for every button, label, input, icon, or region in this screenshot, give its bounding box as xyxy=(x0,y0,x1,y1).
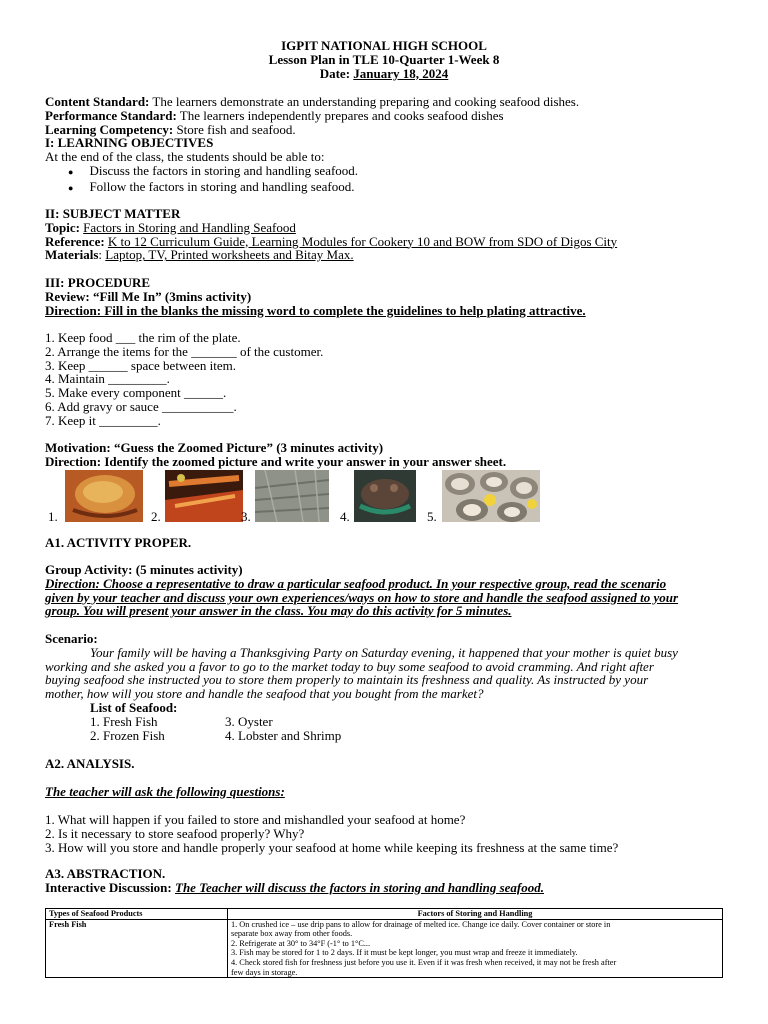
standards-section xyxy=(45,95,723,196)
performance-standard: Performance Standard: The learners independently prepares and cooks seafood dishes xyxy=(45,107,504,123)
group-activity-title: Group Activity: (5 minutes activity) xyxy=(45,562,243,577)
school-name: IGPIT NATIONAL HIGH SCHOOL xyxy=(281,38,487,53)
scenario-section xyxy=(45,632,723,742)
group-activity xyxy=(45,563,723,618)
motivation-section xyxy=(45,441,723,469)
analysis-section xyxy=(45,757,723,771)
objective-item: ● Discuss the factors in storing and handling seafood. xyxy=(68,162,359,178)
table-cell-factors: 1. On crushed ice – use drip pans to allow for drainage of melted ice. Change ice daily. Cover container or store in separate box away from other foods. 2. Refrigerate at 30° to 34°F (-1° to 1°C... 3. Fish may be stored for 1 to 2 days. If it must be kept longer, you must wrap and freeze it immediately. 4. Check stored fish for freshness just before you use it. Even if it was fresh when received, it may not be fresh after few days in storage. xyxy=(228,919,723,978)
date-value: January 18, 2024 xyxy=(353,65,449,81)
abstraction-section xyxy=(45,867,723,895)
analysis-intro-block xyxy=(45,785,723,799)
picture-number: 5. xyxy=(427,509,437,524)
activity-section xyxy=(45,536,723,550)
question-item: 1. What will happen if you failed to store and mishandled your seafood at home? xyxy=(45,812,466,827)
fish-dish-picture xyxy=(65,470,143,522)
topic-line: Topic: Factors in Storing and Handling Seafood xyxy=(45,219,296,235)
subject-heading: II: SUBJECT MATTER xyxy=(45,206,181,221)
list-item: 7. Keep it _________. xyxy=(45,412,161,428)
list-item: 4. Maintain _________. xyxy=(45,371,170,387)
question-item: 3. How will you store and handle properly your seafood at home while keeping its freshness at the same time? xyxy=(45,839,619,855)
date-line: Date: January 18, 2024 xyxy=(319,65,449,81)
objective-item: ● Follow the factors in storing and handling seafood. xyxy=(68,178,355,194)
analysis-heading: A2. ANALYSIS. xyxy=(45,756,135,771)
lesson-title: Lesson Plan in TLE 10-Quarter 1-Week 8 xyxy=(268,51,500,67)
table-cell-type: Fresh Fish xyxy=(46,919,228,978)
procedure-heading: III: PROCEDURE xyxy=(45,275,151,290)
document-header xyxy=(45,39,723,80)
review-title: Review: “Fill Me In” (3mins activity) xyxy=(45,288,252,304)
seafood-list-label: List of Seafood: xyxy=(90,699,178,715)
activity-direction-line: group. You will present your answer in the class. You may do this activity for 5 minutes. xyxy=(45,603,512,619)
activity-heading: A1. ACTIVITY PROPER. xyxy=(45,535,192,550)
list-item: 3. Keep ______ space between item. xyxy=(45,357,236,373)
fish-scale-picture xyxy=(255,470,329,522)
materials-line: Materials: Laptop, TV, Printed worksheets and Bitay Max. xyxy=(45,247,354,263)
fill-blank-list xyxy=(45,331,723,428)
activity-direction-line: given by your teacher and discuss your own experiences/ways on how to store and handle the seafood assigned to your xyxy=(45,589,679,605)
scenario-line: working and she asked you a favor to go to the market today to buy some seafood to avoid cramming. And right after xyxy=(45,658,654,674)
content-standard: Content Standard: The learners demonstrate an understanding preparing and cooking seafood dishes. xyxy=(45,94,580,109)
scenario-line: Your family will be having a Thanksgiving Party on Saturday evening, it happened that your mother is quiet busy xyxy=(90,644,678,660)
scenario-label: Scenario: xyxy=(45,631,98,646)
table-header-row xyxy=(46,909,723,920)
activity-direction-line: Direction: Choose a representative to draw a particular seafood product. In your respective group, read the scenario xyxy=(45,575,667,591)
crab-picture xyxy=(354,470,416,522)
picture-number: 3. xyxy=(241,509,251,524)
interactive-discussion: Interactive Discussion: The Teacher will discuss the factors in storing and handling seafood. xyxy=(45,879,544,895)
objectives-heading: I: LEARNING OBJECTIVES xyxy=(45,135,214,151)
grilled-fish-picture xyxy=(165,470,243,522)
table-header: Types of Seafood Products xyxy=(46,909,228,920)
picture-number: 2. xyxy=(151,509,161,524)
list-item: 6. Add gravy or sauce ___________. xyxy=(45,398,237,414)
scenario-line: buying seafood she instructed you to store them properly to maintain its freshness and quality. As instructed by your xyxy=(45,672,649,688)
picture-number: 4. xyxy=(340,509,350,524)
picture-number: 1. xyxy=(48,509,58,524)
seafood-list-row: 1. Fresh Fish 3. Oyster xyxy=(90,713,273,729)
oysters-picture xyxy=(442,470,540,522)
scenario-line: mother, how will you store and handle the seafood that you bought from the market? xyxy=(45,686,484,702)
list-item: 1. Keep food ___ the rim of the plate. xyxy=(45,330,241,345)
list-item: 2. Arrange the items for the _______ of the customer. xyxy=(45,343,324,359)
subject-matter-section xyxy=(45,207,723,262)
list-item: 5. Make every component ______. xyxy=(45,385,227,401)
question-item: 2. Is it necessary to store seafood properly? Why? xyxy=(45,825,305,841)
reference-line: Reference: K to 12 Curriculum Guide, Learning Modules for Cookery 10 and BOW from SDO of Digos City xyxy=(45,233,618,249)
seafood-list-row: 2. Frozen Fish 4. Lobster and Shrimp xyxy=(90,727,342,743)
procedure-section xyxy=(45,276,723,317)
table-row xyxy=(46,919,723,978)
abstraction-heading: A3. ABSTRACTION. xyxy=(45,866,166,881)
storage-table-wrapper xyxy=(45,908,723,978)
storage-table xyxy=(45,908,723,978)
analysis-intro: The teacher will ask the following questions: xyxy=(45,784,285,799)
table-header: Factors of Storing and Handling xyxy=(228,909,723,920)
motivation-title: Motivation: “Guess the Zoomed Picture” (3 minutes activity) xyxy=(45,440,384,455)
motivation-direction: Direction: Identify the zoomed picture and write your answer in your answer sheet. xyxy=(45,453,507,469)
learning-competency: Learning Competency: Store fish and seafood. xyxy=(45,121,296,137)
review-direction: Direction: Fill in the blanks the missing word to complete the guidelines to help plating attractive. xyxy=(45,302,586,318)
objectives-intro: At the end of the class, the students should be able to: xyxy=(45,149,325,165)
analysis-questions xyxy=(45,813,723,854)
